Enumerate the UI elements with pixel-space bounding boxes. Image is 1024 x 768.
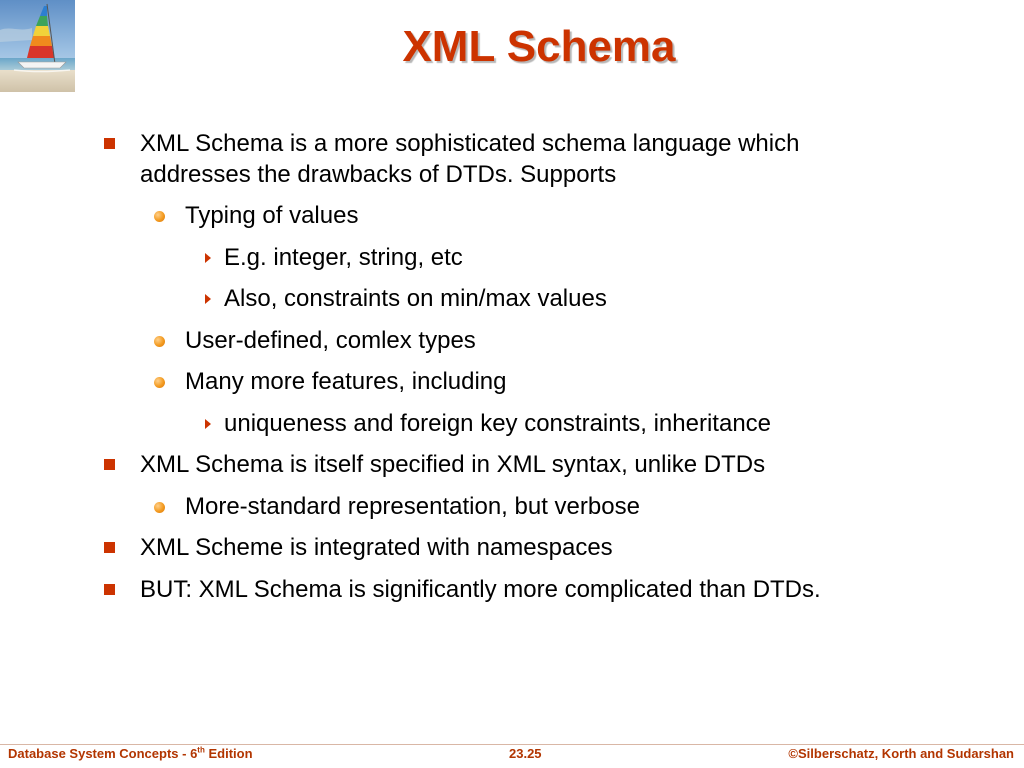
footer-book-title [8,746,253,761]
bullet-text-level1: XML Schema is itself specified in XML syntax, unlike DTDs [140,451,766,478]
footer-edition-suffix: th [197,745,205,755]
bullet-text-level1: XML Scheme is integrated with namespaces [140,534,613,561]
bullet-text-level3: E.g. integer, string, etc [224,244,463,271]
footer-divider [0,744,1024,745]
footer-slide-number: 23.25 [509,746,542,761]
slide-title: XML Schema [402,22,676,71]
bullet-text-level1-continued: addresses the drawbacks of DTDs. Supports [140,161,617,188]
footer-book-title-prefix: Database System Concepts - 6 [8,746,198,761]
bullet-text-level3: Also, constraints on min/max values [224,285,607,312]
footer-copyright: ©Silberschatz, Korth and Sudarshan [788,746,1014,761]
square-bullet-icon [104,138,115,149]
footer-book-title-suffix: Edition [204,746,253,761]
round-bullet-icon [154,336,165,347]
arrow-bullet-icon [205,294,211,304]
round-bullet-icon [154,377,165,388]
bullet-text-level1: XML Schema is a more sophisticated schema language which [140,130,800,157]
bullet-text-level2: User-defined, comlex types [185,327,476,354]
square-bullet-icon [104,542,115,553]
bullet-text-level1: BUT: XML Schema is significantly more complicated than DTDs. [140,576,821,603]
round-bullet-icon [154,211,165,222]
bullet-text-level2: Many more features, including [185,368,507,395]
round-bullet-icon [154,502,165,513]
bullet-text-level2: Typing of values [185,202,359,229]
bullet-text-level3: uniqueness and foreign key constraints, inheritance [224,410,772,437]
arrow-bullet-icon [205,419,211,429]
square-bullet-icon [104,584,115,595]
bullet-text-level2: More-standard representation, but verbose [185,493,640,520]
square-bullet-icon [104,459,115,470]
arrow-bullet-icon [205,253,211,263]
